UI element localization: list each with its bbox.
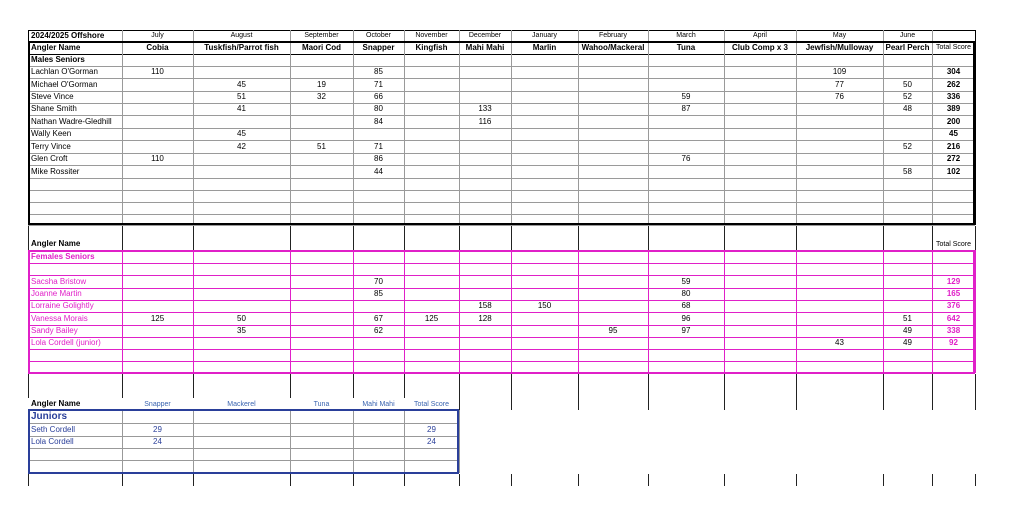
juniors-col-tick: [932, 398, 933, 410]
total-score: 304: [946, 67, 961, 76]
juniors-col-line: [459, 410, 460, 473]
score-cell: 24: [153, 437, 162, 446]
total-score: 45: [949, 129, 958, 138]
score-cell: 24: [427, 437, 436, 446]
juniors-col-tick: [578, 398, 579, 410]
females-col-tick: [883, 374, 884, 398]
females-col-tick: [648, 374, 649, 398]
juniors-col-tick: [724, 398, 725, 410]
score-cell: 52: [903, 141, 912, 151]
score-cell: 150: [537, 301, 552, 310]
score-cell: 32: [317, 92, 326, 101]
score-cell: 85: [374, 67, 383, 76]
score-cell: 42: [237, 141, 246, 151]
score-cell: 43: [835, 338, 844, 347]
month-13: [932, 30, 975, 41]
month-6: December: [468, 32, 502, 39]
score-cell: 86: [374, 154, 383, 163]
score-cell: 52: [903, 92, 912, 101]
month-10: April: [752, 32, 767, 39]
males-col-header: Mahi Mahi: [465, 42, 505, 52]
females-col-tick: [353, 374, 354, 398]
total-score: 165: [946, 289, 961, 298]
month-9: March: [676, 32, 696, 39]
juniors-col-tick: [353, 474, 354, 486]
score-cell: 51: [237, 92, 246, 101]
females-col-tick: [459, 374, 460, 398]
month-3: September: [304, 32, 339, 39]
month-5: November: [415, 32, 448, 39]
juniors-col-tick: [511, 474, 512, 486]
month-8: February: [598, 32, 627, 39]
score-cell: 71: [374, 79, 383, 89]
score-cell: 59: [681, 92, 691, 101]
score-cell: 76: [835, 92, 844, 101]
males-col-header: Kingfish: [415, 42, 448, 52]
juniors-col-tick: [975, 398, 976, 410]
score-cell: 50: [237, 313, 246, 323]
score-cell: 19: [317, 79, 326, 89]
males-col-header: Maori Cod: [301, 42, 342, 52]
juniors-col-tick: [28, 474, 29, 486]
males-col-header: Jewfish/Mulloway: [805, 42, 874, 52]
males-col-header: Wahoo/Mackeral: [581, 42, 645, 52]
score-cell: 80: [681, 289, 691, 298]
total-score: 389: [946, 104, 961, 113]
score-cell: 125: [424, 313, 439, 323]
females-col-tick: [578, 374, 579, 398]
males-col-header: Total Score: [935, 44, 972, 51]
score-cell: 51: [317, 141, 326, 151]
total-score: 262: [946, 79, 961, 89]
score-cell: 87: [681, 104, 691, 113]
juniors-section-title: Juniors: [31, 410, 68, 422]
males-section-title: Males Seniors: [31, 55, 85, 64]
total-score: 102: [946, 166, 961, 176]
score-cell: 45: [237, 79, 246, 89]
score-cell: 29: [427, 424, 436, 434]
males-col-header: Cobia: [146, 42, 169, 52]
angler-name: Lorraine Golightly: [31, 301, 94, 310]
angler-name: Glen Croft: [31, 154, 68, 163]
total-score: 642: [946, 313, 961, 323]
females-col-line: [353, 226, 354, 250]
females-col-tick: [404, 374, 405, 398]
females-col-line: [975, 250, 976, 373]
juniors-name-header: Angler Name: [31, 399, 81, 408]
females-col-line: [578, 226, 579, 250]
males-col-header: Tuskfish/Parrot fish: [204, 42, 279, 52]
month-4: October: [366, 32, 391, 39]
females-col-line: [648, 226, 649, 250]
females-col-tick: [122, 374, 123, 398]
females-col-line: [193, 226, 194, 250]
score-cell: 67: [374, 313, 383, 323]
juniors-col-tick: [404, 474, 405, 486]
total-score: 338: [946, 326, 961, 335]
juniors-col-tick: [796, 474, 797, 486]
males-col-header: Angler Name: [31, 42, 81, 52]
total-score: 200: [946, 116, 961, 126]
juniors-col-tick: [975, 474, 976, 486]
juniors-col-tick: [883, 474, 884, 486]
angler-name: Steve Vince: [31, 92, 74, 101]
juniors-col-tick: [648, 398, 649, 410]
females-section-title: Females Seniors: [31, 251, 95, 261]
angler-name: Terry Vince: [31, 141, 71, 151]
total-score: 92: [949, 338, 958, 347]
females-col-line: [724, 226, 725, 250]
score-cell: 96: [681, 313, 691, 323]
score-cell: 110: [151, 154, 164, 163]
score-cell: 116: [478, 116, 492, 126]
score-cell: 29: [153, 424, 162, 434]
score-cell: 77: [835, 79, 844, 89]
juniors-col-tick: [122, 474, 123, 486]
females-col-tick: [28, 374, 29, 398]
angler-name: Nathan Wadre-Gledhill: [31, 116, 112, 126]
juniors-col-tick: [724, 474, 725, 486]
score-cell: 70: [374, 276, 383, 286]
females-col-line: [290, 226, 291, 250]
angler-name: Seth Cordell: [31, 424, 76, 434]
juniors-col-tick: [932, 474, 933, 486]
females-col-line: [459, 226, 460, 250]
males-col-header: Marlin: [532, 42, 557, 52]
females-name-header: Angler Name: [31, 239, 81, 248]
males-col-header: Snapper: [362, 42, 395, 52]
score-cell: 51: [903, 313, 912, 323]
angler-name: Michael O'Gorman: [31, 79, 98, 89]
juniors-col-header: Snapper: [144, 400, 171, 408]
score-cell: 84: [374, 116, 383, 126]
score-cell: 49: [903, 338, 912, 347]
females-col-line: [511, 226, 512, 250]
score-cell: 76: [681, 154, 691, 163]
score-cell: 66: [374, 92, 383, 101]
score-cell: 49: [903, 326, 912, 335]
total-score: 272: [946, 154, 961, 163]
males-col-header: Pearl Perch: [885, 42, 930, 52]
females-col-tick: [932, 374, 933, 398]
score-cell: 80: [374, 104, 383, 113]
score-cell: 68: [681, 301, 691, 310]
month-12: June: [899, 32, 916, 39]
angler-name: Lola Cordell: [31, 437, 74, 446]
juniors-col-header: Mackerel: [227, 400, 256, 408]
juniors-col-header: Total Score: [413, 400, 450, 408]
angler-name: Sacsha Bristow: [31, 276, 87, 286]
angler-name: Sandy Bailey: [31, 326, 78, 335]
score-cell: 85: [374, 289, 383, 298]
females-col-line: [404, 226, 405, 250]
juniors-col-tick: [511, 398, 512, 410]
total-score: 336: [946, 92, 961, 101]
month-11: May: [832, 32, 847, 39]
males-col-line: [975, 30, 976, 225]
juniors-col-header: Tuna: [313, 400, 330, 408]
score-cell: 44: [374, 166, 383, 176]
females-col-line: [975, 226, 976, 250]
females-col-line: [122, 226, 123, 250]
score-cell: 58: [903, 166, 912, 176]
females-total-header: Total Score: [935, 240, 972, 248]
females-col-tick: [193, 374, 194, 398]
score-cell: 158: [478, 301, 492, 310]
juniors-col-tick: [648, 474, 649, 486]
males-col-header: Club Comp x 3: [731, 42, 788, 52]
juniors-col-tick: [290, 474, 291, 486]
score-cell: 110: [151, 67, 164, 76]
juniors-col-tick: [459, 474, 460, 486]
females-col-line: [883, 226, 884, 250]
juniors-col-tick: [193, 474, 194, 486]
females-col-line: [796, 226, 797, 250]
score-cell: 133: [478, 104, 492, 113]
females-col-tick: [796, 374, 797, 398]
score-cell: 45: [237, 129, 246, 138]
juniors-col-tick: [796, 398, 797, 410]
angler-name: Lachlan O'Gorman: [31, 67, 98, 76]
males-row-line: [28, 225, 975, 226]
score-cell: 59: [681, 276, 691, 286]
females-col-tick: [290, 374, 291, 398]
angler-name: Mike Rossiter: [31, 166, 80, 176]
score-cell: 35: [237, 326, 246, 335]
score-cell: 128: [478, 313, 492, 323]
females-col-tick: [975, 374, 976, 398]
total-score: 376: [946, 301, 961, 310]
angler-name: Shane Smith: [31, 104, 77, 113]
angler-name: Vanessa Morais: [31, 313, 88, 323]
score-cell: 95: [608, 326, 618, 335]
score-cell: 97: [681, 326, 691, 335]
juniors-col-header: Mahi Mahi: [362, 400, 395, 408]
month-1: July: [151, 32, 164, 39]
juniors-col-tick: [459, 398, 460, 410]
score-cell: 48: [903, 104, 912, 113]
females-col-tick: [511, 374, 512, 398]
angler-name: Lola Cordell (junior): [31, 338, 101, 347]
score-cell: 71: [374, 141, 383, 151]
angler-name: Joanne Martin: [31, 289, 82, 298]
score-cell: 41: [237, 104, 246, 113]
score-cell: 50: [903, 79, 912, 89]
score-cell: 62: [374, 326, 383, 335]
season-title: 2024/2025 Offshore: [31, 30, 105, 40]
females-col-tick: [724, 374, 725, 398]
total-score: 216: [946, 141, 961, 151]
males-col-header: Tuna: [676, 42, 696, 52]
month-2: August: [230, 32, 253, 39]
total-score: 129: [946, 276, 961, 286]
juniors-col-tick: [578, 474, 579, 486]
juniors-col-tick: [883, 398, 884, 410]
score-cell: 125: [150, 313, 165, 323]
score-cell: 109: [832, 67, 847, 76]
angler-name: Wally Keen: [31, 129, 72, 138]
month-7: January: [532, 32, 557, 39]
